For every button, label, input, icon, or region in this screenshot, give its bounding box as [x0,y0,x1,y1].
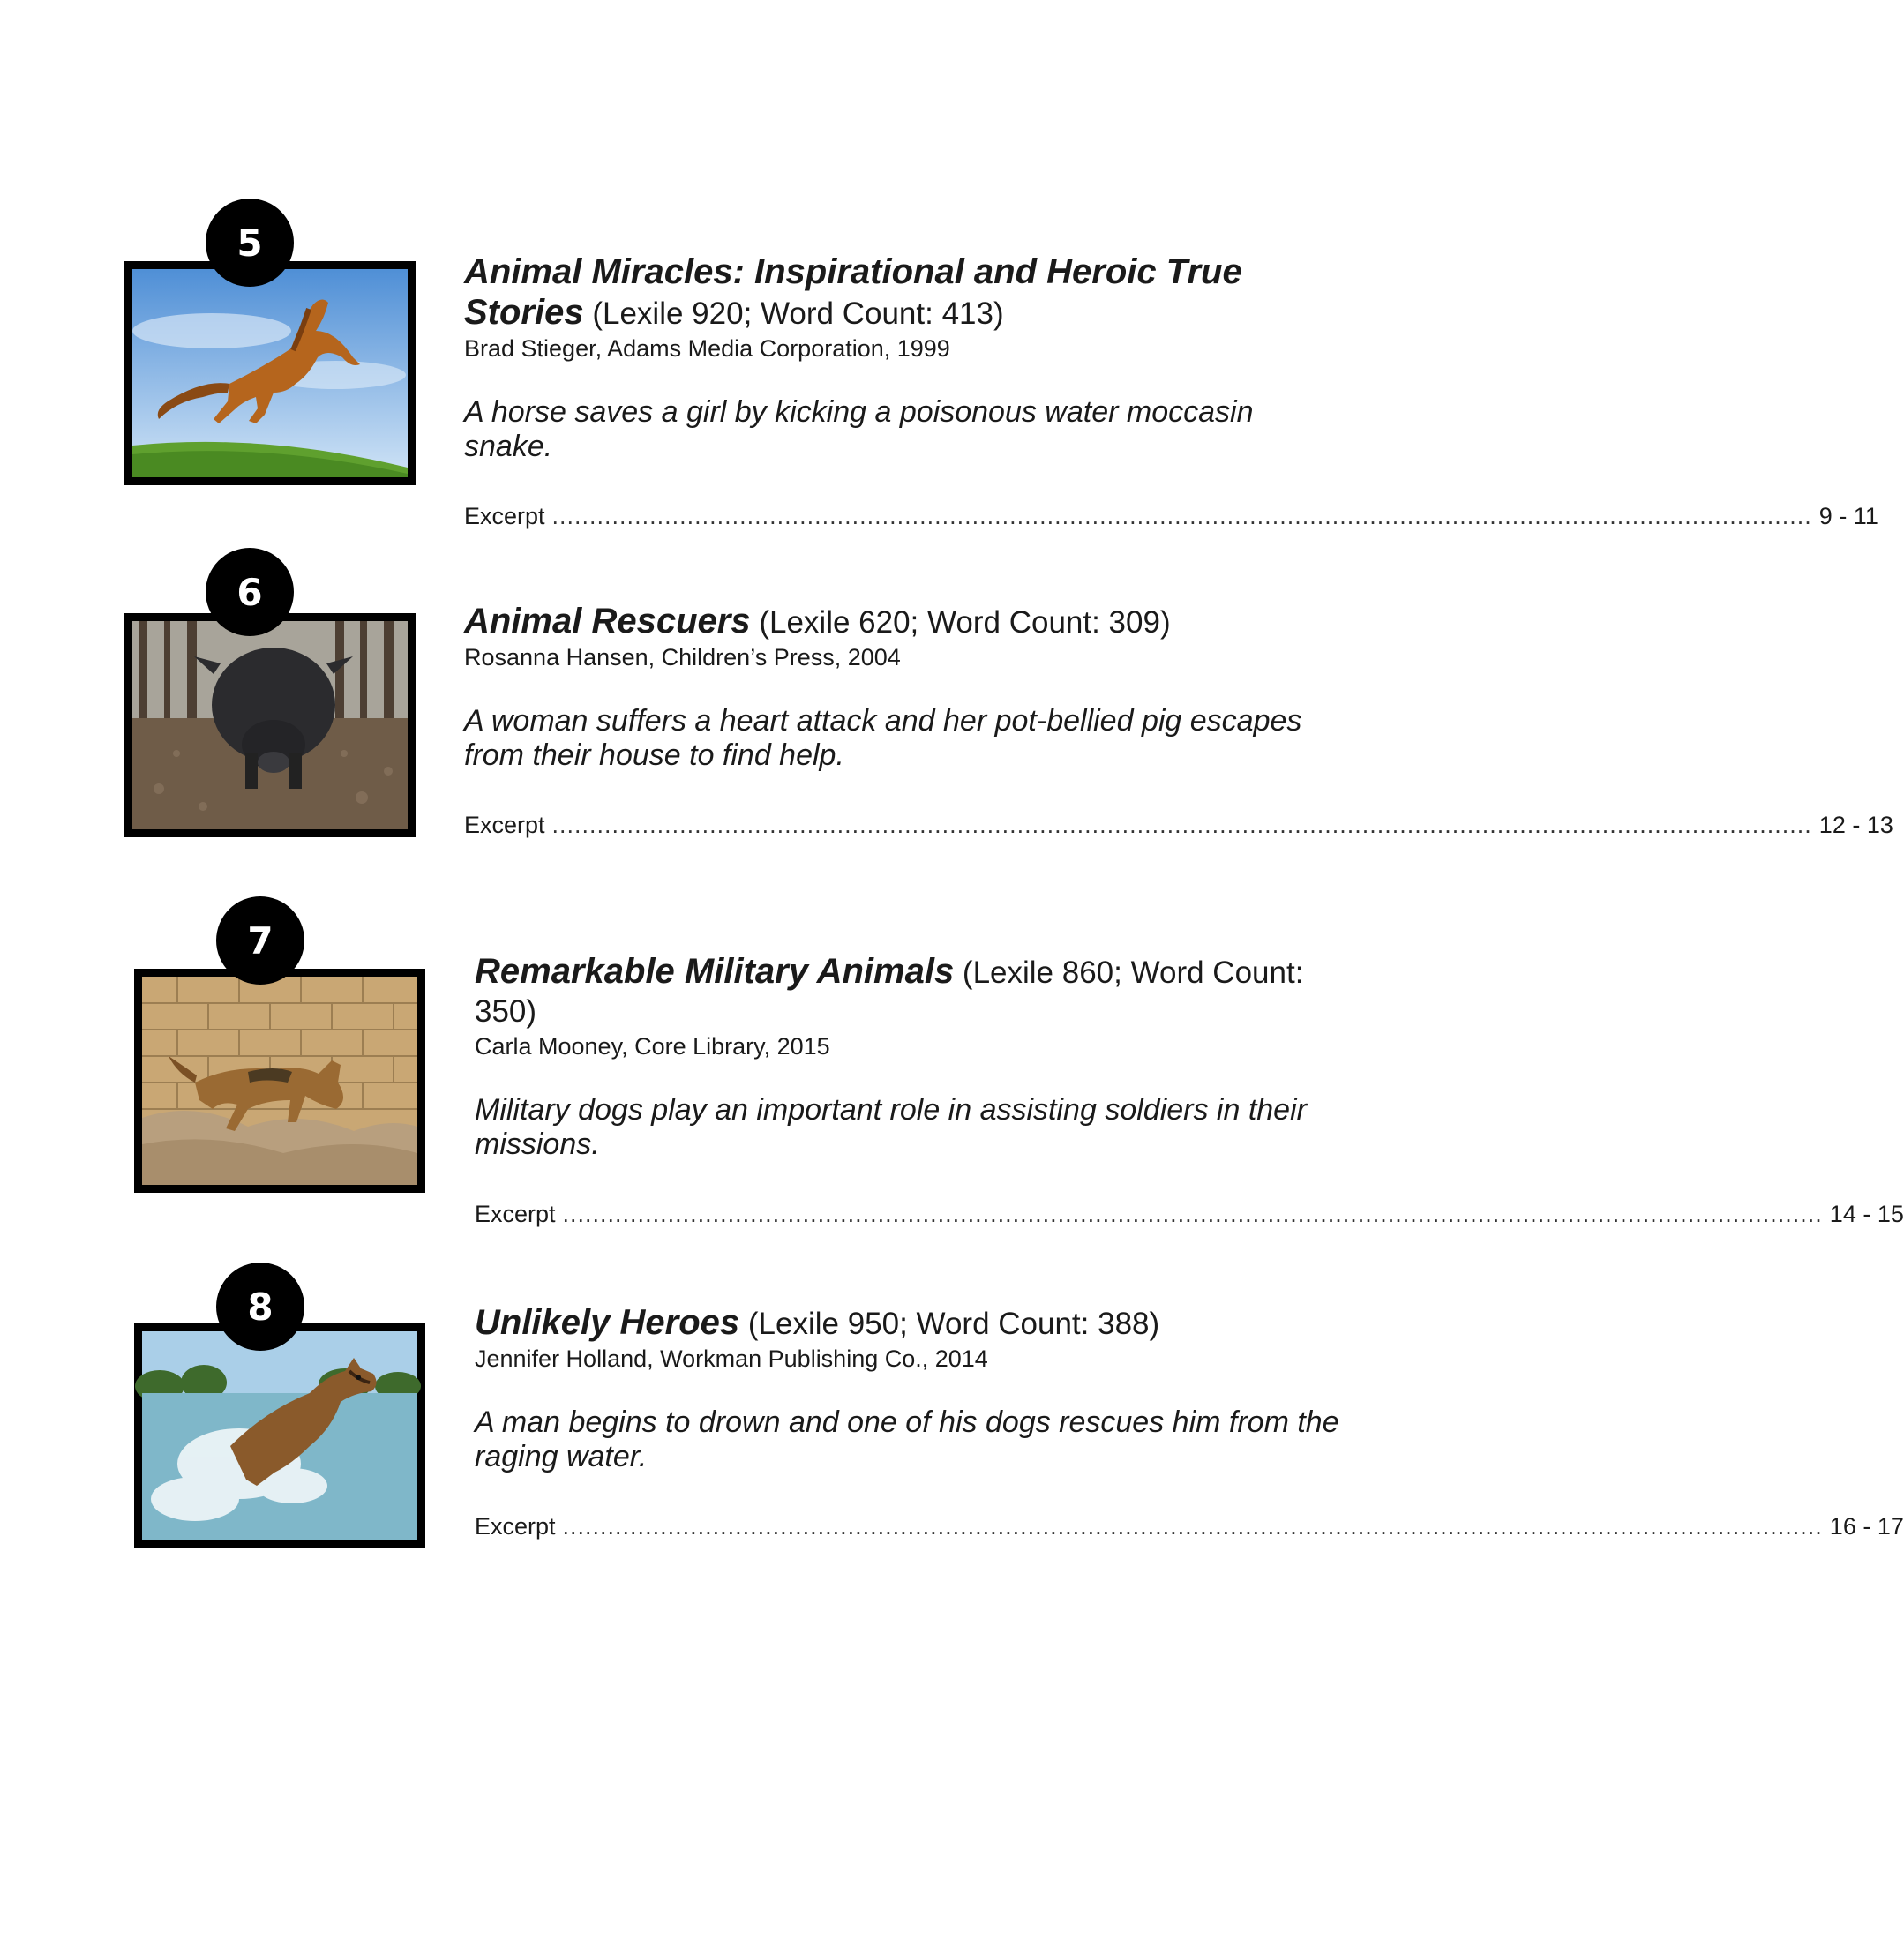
author-publisher: Carla Mooney, Core Library, 2015 [475,1033,830,1060]
page-range: 14 - 15 [1829,1201,1904,1227]
dot-leader: ........................................................................................................................................................................ [562,1201,1823,1227]
dot-leader: ........................................................................................................................................................................ [551,812,1812,838]
book-title: Unlikely Heroes [475,1303,740,1342]
title-line [464,602,1338,642]
excerpt-row[interactable] [475,1513,1904,1540]
entry-number-badge: 5 [206,199,294,287]
page-range: 12 - 13 [1818,812,1893,838]
page-range: 16 - 17 [1829,1513,1904,1540]
author-publisher: Rosanna Hansen, Children’s Press, 2004 [464,644,901,671]
military-dog-photo [134,969,425,1193]
summary: A man begins to drown and one of his dogs rescues him from the raging water. [475,1405,1339,1473]
excerpt-row[interactable] [464,503,1878,530]
entry-text [464,602,1893,839]
excerpt-label: Excerpt [464,812,545,838]
lexile-wordcount: (Lexile 860; Word Count: 350) [475,956,1304,1029]
lexile-wordcount: (Lexile 950; Word Count: 388) [747,1307,1160,1341]
lexile-wordcount: (Lexile 920; Word Count: 413) [592,296,1004,331]
summary: A woman suffers a heart attack and her pot-bellied pig escapes from their house to find help. [464,704,1302,772]
excerpt-label: Excerpt [475,1201,556,1227]
lexile-wordcount: (Lexile 620; Word Count: 309) [759,605,1171,640]
dog-in-water-photo [134,1323,425,1548]
author-publisher: Brad Stieger, Adams Media Corporation, 1999 [464,335,950,362]
entry-number-badge: 6 [206,548,294,636]
excerpt-row[interactable] [475,1201,1904,1228]
entry-text [475,952,1904,1228]
excerpt-row[interactable] [464,812,1893,839]
title-line [475,952,1348,1031]
summary: Military dogs play an important role in assisting soldiers in their missions. [475,1093,1307,1161]
entry-number-badge: 7 [216,896,304,985]
dot-leader: ........................................................................................................................................................................ [562,1513,1823,1540]
dot-leader: ........................................................................................................................................................................ [551,503,1812,529]
entry-text [464,252,1878,530]
book-title: Animal Miracles: Inspirational and Heroic True Stories [464,252,1242,332]
summary: A horse saves a girl by kicking a poisonous water moccasin snake. [464,395,1254,463]
book-title: Remarkable Military Animals [475,952,955,991]
title-line [464,252,1338,333]
rearing-horse-photo [124,261,416,485]
book-title: Animal Rescuers [464,602,751,641]
excerpt-label: Excerpt [475,1513,556,1540]
black-pig-forest-photo [124,613,416,837]
entry-text [475,1303,1904,1540]
excerpt-label: Excerpt [464,503,545,529]
author-publisher: Jennifer Holland, Workman Publishing Co., 2014 [475,1345,988,1372]
title-line [475,1303,1348,1344]
page-range: 9 - 11 [1818,503,1878,529]
entry-number-badge: 8 [216,1263,304,1351]
